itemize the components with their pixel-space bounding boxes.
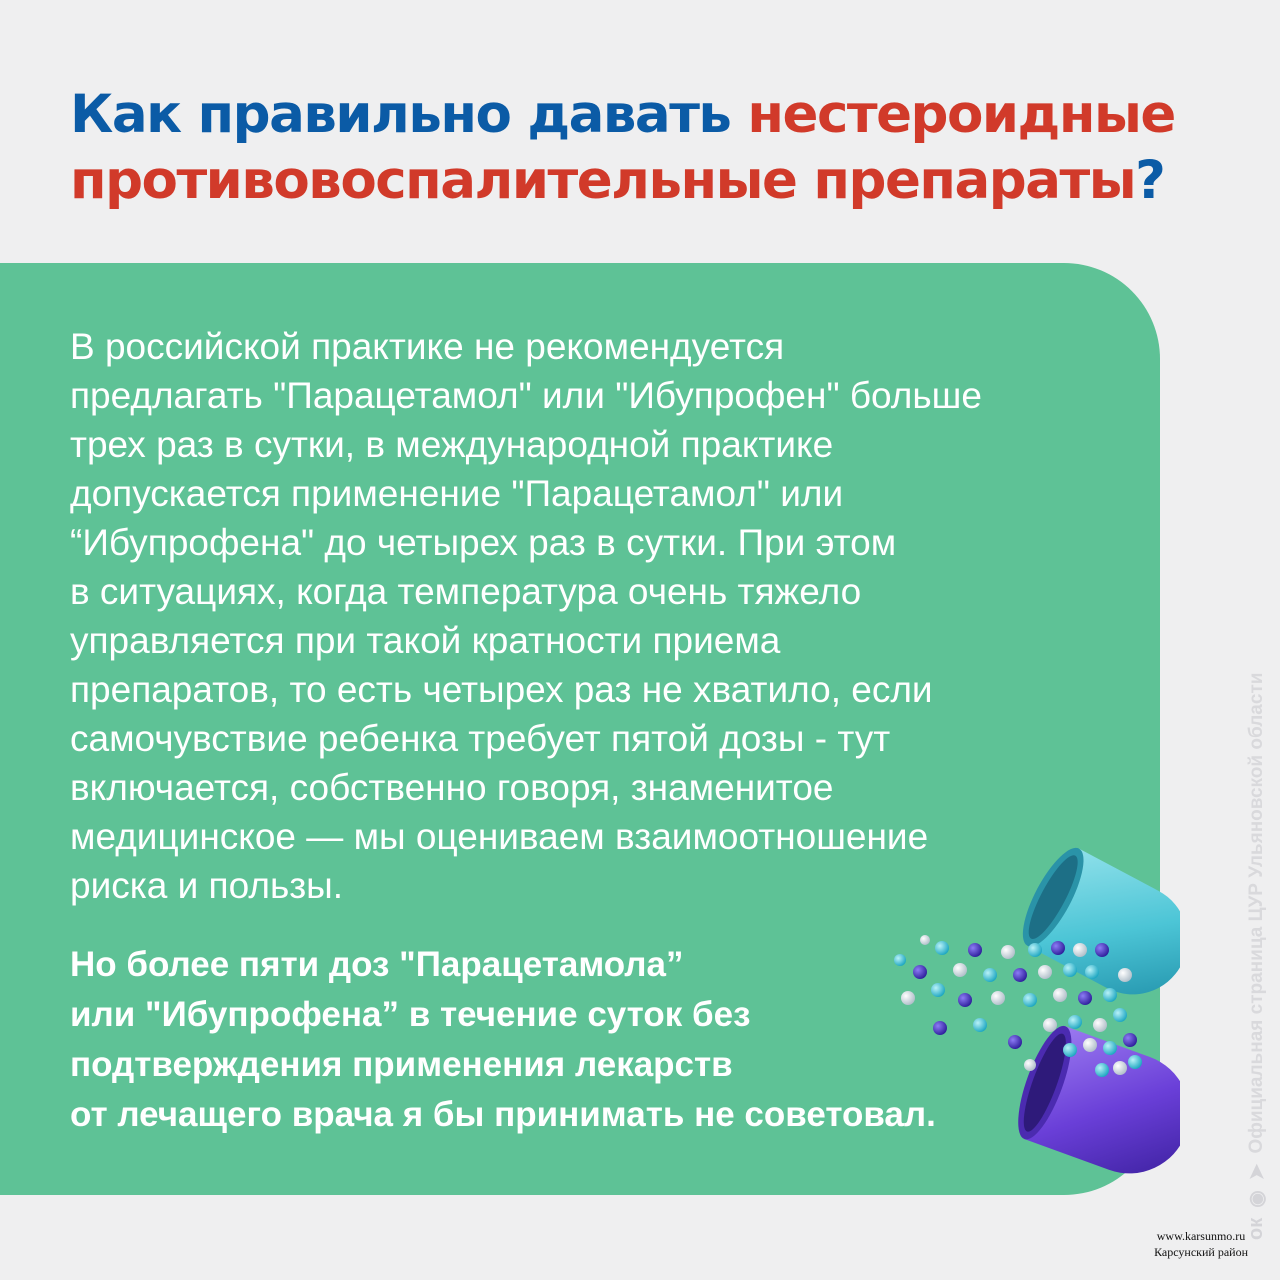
body-line: допускается применение "Парацетамол" или	[70, 473, 844, 514]
body-line: препаратов, то есть четырех раз не хватило, если	[70, 669, 933, 710]
conclusion-line: подтверждения применения лекарств	[70, 1045, 733, 1084]
body-line: в ситуациях, когда температура очень тяжело	[70, 571, 862, 612]
title-red-line2: противовоспалительные препараты	[70, 150, 1136, 211]
body-line: трех раз в сутки, в международной практике	[70, 424, 834, 465]
footer-district: Карсунский район	[1154, 1245, 1248, 1259]
capsule-illustration	[880, 800, 1180, 1180]
telegram-icon: ➤	[1246, 1163, 1268, 1181]
title-question-mark: ?	[1135, 150, 1165, 211]
body-line: В российской практике не рекомендуется	[70, 326, 785, 367]
watermark-text: Официальная страница ЦУР Ульяновской области	[1245, 672, 1267, 1154]
conclusion-line: или "Ибупрофена” в течение суток без	[70, 995, 751, 1034]
body-line: включается, собственно говоря, знаменитое	[70, 767, 834, 808]
odnoklassniki-icon: ок	[1245, 1217, 1267, 1240]
body-line: самочувствие ребенка требует пятой дозы - тут	[70, 718, 891, 759]
watermark	[1244, 673, 1269, 1240]
body-line: предлагать "Парацетамол" или "Ибупрофен" больше	[70, 375, 982, 416]
page-title	[70, 82, 1220, 214]
capsule-top-half	[1011, 840, 1180, 1014]
body-line: управляется при такой кратности приема	[70, 620, 781, 661]
conclusion-line: от лечащего врача я бы принимать не советовал.	[70, 1095, 936, 1134]
footer-note	[1154, 1228, 1248, 1260]
title-blue-part: Как правильно давать	[70, 84, 731, 145]
title-red-part: нестероидные	[747, 84, 1175, 145]
conclusion-line: Но более пяти доз "Парацетамола”	[70, 945, 684, 984]
footer-site[interactable]: www.karsunmo.ru	[1156, 1229, 1246, 1243]
body-line: “Ибупрофена" до четырех раз в сутки. При этом	[70, 522, 897, 563]
body-line: медицинское — мы оцениваем взаимоотношение	[70, 816, 929, 857]
body-line: риска и пользы.	[70, 865, 344, 906]
vk-icon: ◉	[1246, 1190, 1268, 1208]
